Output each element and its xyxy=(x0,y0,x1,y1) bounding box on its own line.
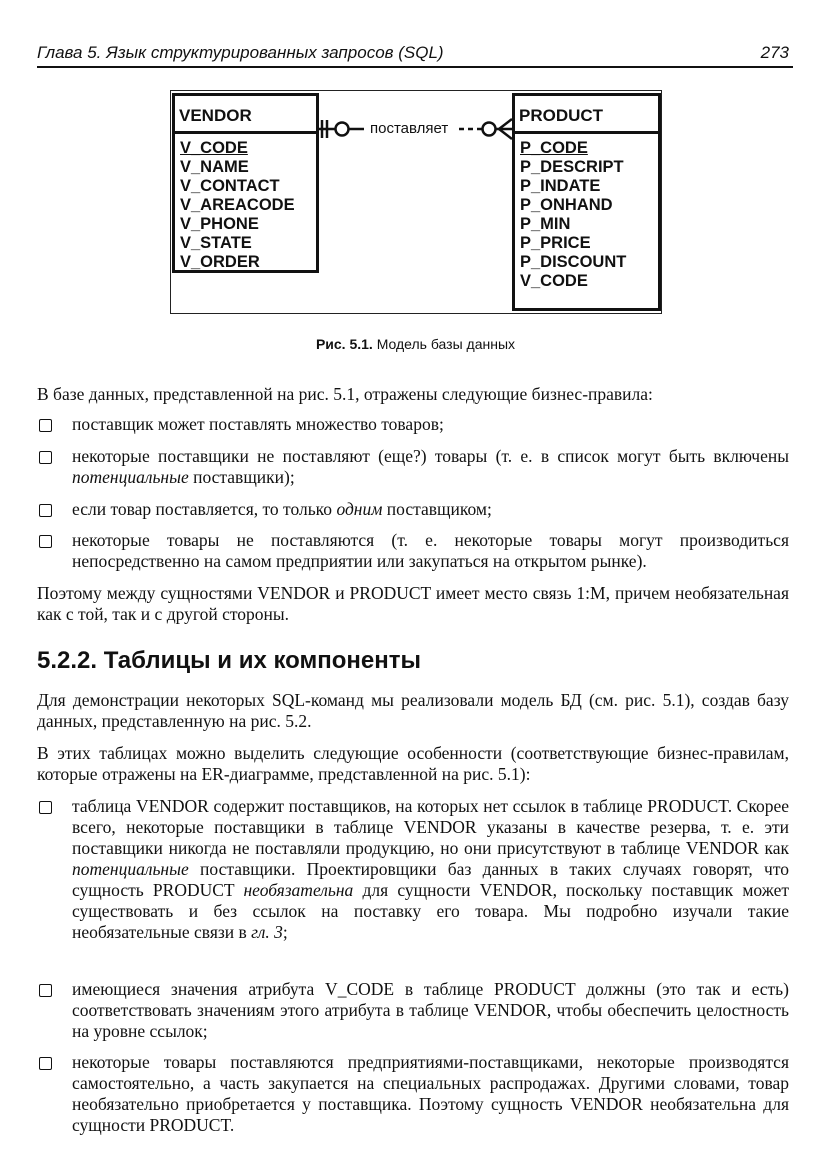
chapter-title: Глава 5. Язык структурированных запросов (SQL) xyxy=(37,43,444,62)
checkbox-bullet-icon xyxy=(39,504,52,517)
feature-text: поставщики. Проектировщики баз данных в таких случаях говорят, что сущность PRODUCT xyxy=(72,859,789,900)
rule-item xyxy=(37,446,789,488)
page-number: 273 xyxy=(760,43,789,62)
emphasis: одним xyxy=(336,499,383,519)
attribute: P_MIN xyxy=(520,215,571,233)
figure-caption xyxy=(0,336,831,352)
section-paragraph: В этих таблицах можно выделить следующие особенности (соответствующие бизнес-правилам, которые отражены на ER-диаграмме, представленной на рис. 5.1): xyxy=(37,743,789,784)
emphasis: потенциальные xyxy=(72,467,189,487)
rule-item xyxy=(37,499,789,520)
emphasis: гл. 3 xyxy=(251,922,283,942)
rule-text: если товар поставляется, то только xyxy=(72,499,337,519)
emphasis: потенциальные xyxy=(72,859,189,879)
attribute: V_STATE xyxy=(180,234,252,252)
attribute: V_CODE xyxy=(180,139,248,157)
attribute: P_ONHAND xyxy=(520,196,613,214)
feature-text: таблица VENDOR содержит поставщиков, на которых нет ссылок в таблице PRODUCT. Скорее всего, некоторые поставщики в таблице VENDOR указаны в качестве резерва, т. е. эти поставщики никогда не поставляли продукцию, но они присутствуют в таблице VENDOR как xyxy=(72,796,789,858)
attribute: P_DISCOUNT xyxy=(520,253,627,271)
feature-item xyxy=(37,979,789,1042)
rule-text: некоторые товары не поставляются (т. е. некоторые товары могут производиться непосредственно на самом предприятии или закупаться на открытом рынке). xyxy=(72,530,789,571)
intro-paragraph: В базе данных, представленной на рис. 5.1, отражены следующие бизнес-правила: xyxy=(37,384,653,404)
section-heading: 5.2.2. Таблицы и их компоненты xyxy=(37,647,421,674)
optional-circle-icon xyxy=(483,123,496,136)
checkbox-bullet-icon xyxy=(39,984,52,997)
feature-text: имеющиеся значения атрибута V_CODE в таблице PRODUCT должны (это так и есть) соответствовать значениям этого атрибута в таблице VENDOR, чтобы обеспечить целостность на уровне ссылок; xyxy=(72,979,789,1041)
crows-foot-icon xyxy=(499,129,512,139)
section-paragraph: Для демонстрации некоторых SQL-команд мы реализовали модель БД (см. рис. 5.1), создав базу данных, представленную на рис. 5.2. xyxy=(37,690,789,731)
optional-circle-icon xyxy=(336,123,349,136)
checkbox-bullet-icon xyxy=(39,419,52,432)
attribute: V_NAME xyxy=(180,158,249,176)
feature-text: ; xyxy=(282,922,288,942)
rule-item xyxy=(37,530,789,572)
attribute: P_DESCRIPT xyxy=(520,158,624,176)
checkbox-bullet-icon xyxy=(39,1057,52,1070)
feature-item xyxy=(37,796,789,943)
attribute: V_CODE xyxy=(520,272,588,290)
rule-text: поставщик может поставлять множество товаров; xyxy=(72,414,444,434)
rule-item xyxy=(37,414,789,435)
rule-text: поставщиком; xyxy=(382,499,492,519)
crows-foot-icon xyxy=(499,119,512,129)
checkbox-bullet-icon xyxy=(39,801,52,814)
conclusion-paragraph: Поэтому между сущностями VENDOR и PRODUCT имеет место связь 1:M, причем необязательная как с той, так и с другой стороны. xyxy=(37,583,789,624)
emphasis: необязательна xyxy=(243,880,354,900)
caption-text: Модель базы данных xyxy=(376,336,516,352)
relationship-label: поставляет xyxy=(370,120,449,137)
entity-name: PRODUCT xyxy=(515,96,658,134)
attribute: P_CODE xyxy=(520,139,588,157)
rule-text: поставщики); xyxy=(188,467,295,487)
feature-text: для сущности VENDOR, поскольку поставщик может существовать и без ссылок на поставку его товара. Мы подробно изучали такие необязательные связи в xyxy=(72,880,789,942)
attribute: V_ORDER xyxy=(180,253,260,271)
attribute: V_PHONE xyxy=(180,215,259,233)
rule-text: некоторые поставщики не поставляют (еще?) товары (т. е. в список могут быть включены xyxy=(72,446,789,466)
attribute: P_INDATE xyxy=(520,177,601,195)
feature-text: некоторые товары поставляются предприятиями-поставщиками, некоторые производятся самостоятельно, а часть закупается на специальных распродажах. Другими словами, товар необязательно приобретается у поставщика. Поэтому сущность VENDOR необязательна для сущности PRODUCT. xyxy=(72,1052,789,1135)
attribute: V_AREACODE xyxy=(180,196,295,214)
entity-name: VENDOR xyxy=(175,96,316,134)
relationship-connector xyxy=(0,0,831,360)
attribute: V_CONTACT xyxy=(180,177,280,195)
attribute: P_PRICE xyxy=(520,234,591,252)
checkbox-bullet-icon xyxy=(39,451,52,464)
caption-label: Рис. 5.1. xyxy=(315,336,373,352)
checkbox-bullet-icon xyxy=(39,535,52,548)
feature-item xyxy=(37,1052,789,1136)
